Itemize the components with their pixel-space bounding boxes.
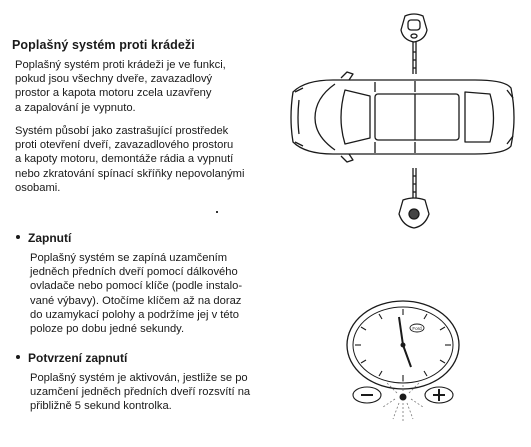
text-line: do uzamykací polohy a podržíme jej v této (30, 308, 239, 321)
section-title: Poplašný systém proti krádeži (12, 38, 195, 52)
text-line: prostor a kapota motoru zcela uzavřeny (15, 87, 212, 100)
text-line: nebo zkratování spínací skříňky nepovolanými (15, 167, 245, 180)
car-illustration (275, 8, 525, 233)
text-line: pokud jsou všechny dveře, zavazadlový (15, 73, 213, 86)
text-line: Poplašný systém je aktivován, jestliže se po (30, 372, 248, 384)
text-line: vané výbavy). Otočíme klíčem až na doraz (30, 294, 242, 307)
text-line: poloze po dobu jedné sekundy. (30, 323, 185, 336)
key-icon-top (401, 14, 427, 74)
text-line: Poplašný systém proti krádeži je ve funkci, (15, 59, 226, 71)
bullet-heading-confirmation (16, 351, 127, 365)
text-line: jedněch předních dveří pomocí dálkového (30, 266, 238, 279)
bullet-dot-icon (16, 235, 20, 239)
intro-paragraph (15, 58, 265, 115)
text-line: osobami. (15, 181, 61, 194)
text-line: proti otevření dveří, zavazadlového prostoru (15, 139, 234, 152)
confirmation-paragraph (30, 371, 270, 414)
bullet-heading-label: Zapnutí (28, 231, 72, 245)
text-line: a kapoty motoru, demontáže rádia a vypnutí (15, 153, 234, 166)
bullet-dot-icon (16, 355, 20, 359)
text-line: přibližně 5 sekund kontrolka. (30, 400, 172, 413)
text-line: a zapalování je vypnuto. (15, 101, 136, 114)
effect-paragraph (15, 124, 270, 195)
car-top-view (291, 72, 514, 162)
text-line: uzamčení jedněch předních dveří rozsvítí na (30, 386, 251, 399)
text-line: Poplašný systém se zapíná uzamčením (30, 252, 228, 264)
dashboard-clock (333, 295, 473, 435)
text-line: Systém působí jako zastrašující prostředek (15, 125, 229, 137)
stray-dot (216, 211, 218, 213)
bullet-heading-activation (16, 231, 71, 245)
clock-brand-badge: Ford (412, 326, 422, 331)
text-line: ovladače nebo pomocí klíče (podle instalo- (30, 280, 243, 293)
activation-paragraph (30, 251, 270, 336)
bullet-heading-label: Potvrzení zapnutí (28, 351, 128, 365)
key-icon-bottom (399, 168, 429, 228)
